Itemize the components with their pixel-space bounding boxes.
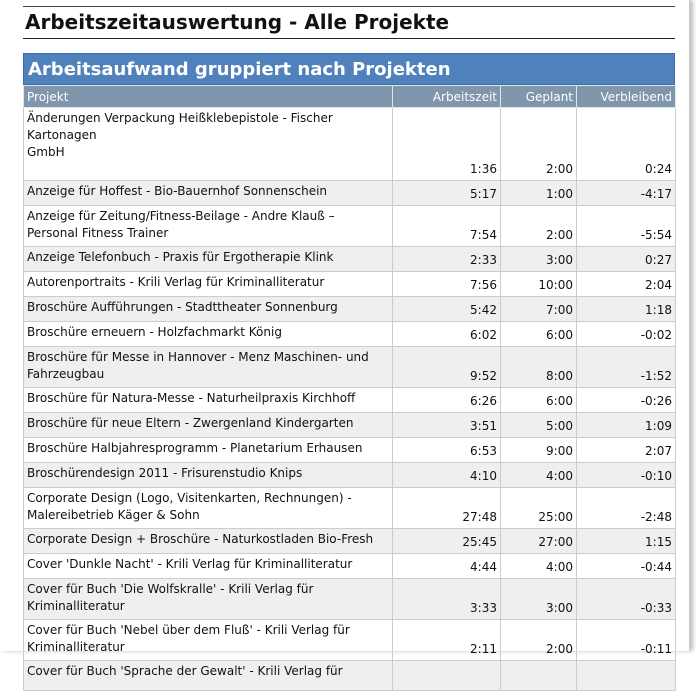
cell-project: Autorenportraits - Krili Verlag für Kriminalliteratur (24, 272, 393, 297)
table-row (24, 247, 676, 272)
cell-worked: 4:44 (393, 554, 501, 579)
cell-worked: 6:26 (393, 388, 501, 413)
cell-remaining: 2:04 (577, 272, 676, 297)
cell-remaining: -0:44 (577, 554, 676, 579)
cell-worked: 27:48 (393, 488, 501, 529)
cell-worked: 7:54 (393, 206, 501, 247)
cell-worked: 9:52 (393, 347, 501, 388)
cell-remaining: -5:54 (577, 206, 676, 247)
cell-project: Cover 'Dunkle Nacht' - Krili Verlag für Kriminalliteratur (24, 554, 393, 579)
cell-planned: 2:00 (501, 108, 577, 181)
cell-project: Broschüre für Messe in Hannover - Menz Maschinen- und Fahrzeugbau (24, 347, 393, 388)
cell-project: Corporate Design (Logo, Visitenkarten, Rechnungen) - Malereibetrieb Käger & Sohn (24, 488, 393, 529)
cell-remaining: -2:48 (577, 488, 676, 529)
column-header-remaining[interactable]: Verbleibend (577, 86, 676, 108)
cell-remaining: 2:07 (577, 438, 676, 463)
cell-planned: 10:00 (501, 272, 577, 297)
project-table (23, 85, 676, 691)
top-rule (23, 6, 675, 7)
cell-worked: 25:45 (393, 529, 501, 554)
report-banner: Arbeitsaufwand gruppiert nach Projekten (23, 53, 675, 85)
cell-remaining: -0:11 (577, 620, 676, 661)
table-row (24, 297, 676, 322)
cell-worked: 3:51 (393, 413, 501, 438)
cell-project: Cover für Buch 'Die Wolfskralle' - Krili Verlag für Kriminalliteratur (24, 579, 393, 620)
cell-remaining: 0:24 (577, 108, 676, 181)
cell-worked: 5:17 (393, 181, 501, 206)
cell-worked: 6:53 (393, 438, 501, 463)
cell-planned: 8:00 (501, 347, 577, 388)
table-row (24, 554, 676, 579)
cell-worked: 1:36 (393, 108, 501, 181)
cell-remaining: -0:33 (577, 579, 676, 620)
cell-project: Broschüre für neue Eltern - Zwergenland Kindergarten (24, 413, 393, 438)
table-row (24, 347, 676, 388)
cell-remaining: -4:17 (577, 181, 676, 206)
cell-worked (393, 661, 501, 691)
cell-project: Broschüre erneuern - Holzfachmarkt König (24, 322, 393, 347)
cell-worked: 2:11 (393, 620, 501, 661)
table-row (24, 529, 676, 554)
table-row (24, 181, 676, 206)
cell-planned: 25:00 (501, 488, 577, 529)
cell-remaining: 0:27 (577, 247, 676, 272)
cell-project: Cover für Buch 'Sprache der Gewalt' - Krili Verlag für (24, 661, 393, 691)
table-row (24, 272, 676, 297)
table-row (24, 620, 676, 661)
cell-planned: 4:00 (501, 463, 577, 488)
cell-project: Anzeige für Zeitung/Fitness-Beilage - Andre Klauß – Personal Fitness Trainer (24, 206, 393, 247)
page-title: Arbeitszeitauswertung - Alle Projekte (25, 10, 450, 34)
table-body (24, 108, 676, 691)
cell-worked: 6:02 (393, 322, 501, 347)
table-row (24, 206, 676, 247)
cell-worked: 5:42 (393, 297, 501, 322)
cell-project: Broschürendesign 2011 - Frisurenstudio Knips (24, 463, 393, 488)
cell-planned: 6:00 (501, 388, 577, 413)
cell-project: Broschüre für Natura-Messe - Naturheilpraxis Kirchhoff (24, 388, 393, 413)
cell-remaining: 1:18 (577, 297, 676, 322)
cell-planned: 9:00 (501, 438, 577, 463)
cell-worked: 3:33 (393, 579, 501, 620)
table-row (24, 661, 676, 691)
cell-remaining: -1:52 (577, 347, 676, 388)
table-header-row (24, 86, 676, 108)
title-underline (23, 38, 675, 39)
table-row (24, 413, 676, 438)
table-row (24, 438, 676, 463)
cell-project: Anzeige für Hoffest - Bio-Bauernhof Sonnenschein (24, 181, 393, 206)
table-row (24, 488, 676, 529)
cell-planned: 3:00 (501, 247, 577, 272)
cell-remaining: -0:10 (577, 463, 676, 488)
column-header-planned[interactable]: Geplant (501, 86, 577, 108)
cell-planned: 3:00 (501, 579, 577, 620)
cell-planned: 27:00 (501, 529, 577, 554)
cell-remaining: 1:15 (577, 529, 676, 554)
cell-remaining: -0:26 (577, 388, 676, 413)
cell-planned: 5:00 (501, 413, 577, 438)
cell-planned: 1:00 (501, 181, 577, 206)
table-row (24, 322, 676, 347)
cell-remaining: 1:09 (577, 413, 676, 438)
cell-planned (501, 661, 577, 691)
cell-planned: 2:00 (501, 206, 577, 247)
cell-worked: 4:10 (393, 463, 501, 488)
cell-remaining (577, 661, 676, 691)
cell-planned: 2:00 (501, 620, 577, 661)
cell-planned: 4:00 (501, 554, 577, 579)
cell-planned: 6:00 (501, 322, 577, 347)
table-row (24, 579, 676, 620)
table-row (24, 463, 676, 488)
project-effort-report (23, 53, 675, 691)
cell-project: Cover für Buch 'Nebel über dem Fluß' - Krili Verlag für Kriminalliteratur (24, 620, 393, 661)
table-row (24, 388, 676, 413)
cell-project: Broschüre Halbjahresprogramm - Planetarium Erhausen (24, 438, 393, 463)
cell-planned: 7:00 (501, 297, 577, 322)
cell-worked: 2:33 (393, 247, 501, 272)
cell-project: Corporate Design + Broschüre - Naturkostladen Bio-Fresh (24, 529, 393, 554)
column-header-project[interactable]: Projekt (24, 86, 393, 108)
cell-remaining: -0:02 (577, 322, 676, 347)
column-header-worked[interactable]: Arbeitszeit (393, 86, 501, 108)
cell-project: Änderungen Verpackung Heißklebepistole - Fischer Kartonagen GmbH (24, 108, 393, 181)
cell-project: Broschüre Aufführungen - Stadttheater Sonnenburg (24, 297, 393, 322)
cell-project: Anzeige Telefonbuch - Praxis für Ergotherapie Klink (24, 247, 393, 272)
cell-worked: 7:56 (393, 272, 501, 297)
table-row (24, 108, 676, 181)
